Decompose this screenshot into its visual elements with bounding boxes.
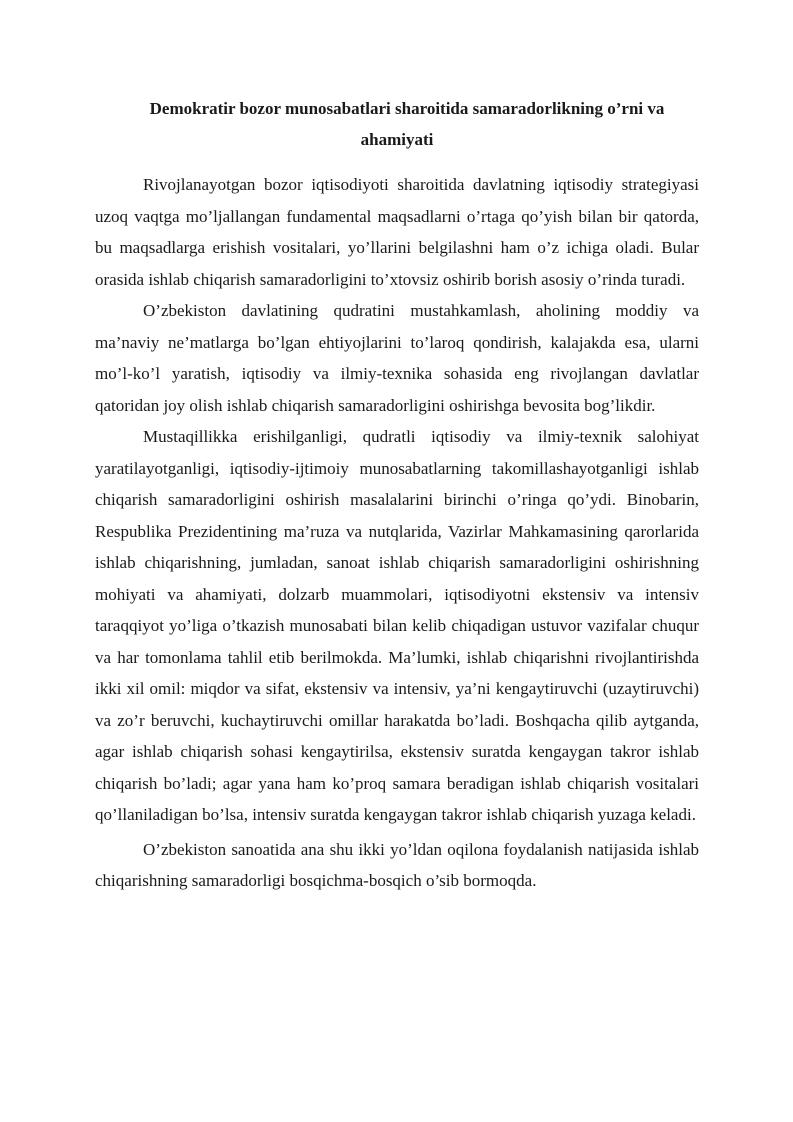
document-title: Demokratir bozor munosabatlari sharoitida samaradorlikning o’rni va ahamiyati — [149, 99, 665, 149]
paragraph-4: O’zbekiston sanoatida ana shu ikki yo’ldan oqilona foydalanish natijasida ishlab chiqarishning samaradorligi bosqichma-bosqich o’sib bormoqda. — [95, 839, 699, 890]
paragraph-2: O’zbekiston davlatining qudratini mustahkamlash, aholining moddiy va ma’naviy ne’matlarga bo’lgan ehtiyojlarini to’laroq qondirish, kalajakda esa, ularni mo’l-ko’l yaratish, iqtisodiy va ilmiy-texnika sohasida eng rivojlangan davlatlar qatoridan joy olish ishlab chiqarish samaradorligini oshirishga bevosita bog’likdir. — [95, 301, 699, 415]
document-page — [95, 93, 699, 897]
paragraph-3: Mustaqillikka erishilganligi, qudratli iqtisodiy va ilmiy-texnik salohiyat yaratilayotganligi, iqtisodiy-ijtimoiy munosabatlarning takomillashayotganligi ishlab chiqarish samaradorligini oshirish masalalarini birinchi o’ringa qo’ydi. Binobarin, Respublika Prezidentining ma’ruza va nutqlarida, Vazirlar Mahkamasining qarorlarida ishlab chiqarishning, jumladan, sanoat ishlab chiqarish samaradorligini oshirishning mohiyati va ahamiyati, dolzarb muammolari, iqtisodiyotni ekstensiv va intensiv taraqqiyot yo’liga o’tkazish munosabati bilan kelib chiqadigan ustuvor vazifalar chuqur va har tomonlama tahlil etib berilmokda. Ma’lumki, ishlab chiqarishni rivojlantirishda ikki xil omil: miqdor va sifat, ekstensiv va intensiv, ya’ni kengaytiruvchi (uzaytiruvchi) va zo’r beruvchi, kuchaytiruvchi omillar harakatda bo’ladi. Boshqacha qilib aytganda, agar ishlab chiqarish sohasi kengaytirilsa, ekstensiv suratda kengaygan takror ishlab chiqarish bo’ladi; agar yana ham ko’proq samara beradigan ishlab chiqarish vositalari qo’llaniladigan bo’lsa, intensiv suratda kengaygan takror ishlab chiqarish yuzaga keladi. — [95, 427, 699, 824]
paragraph-1: Rivojlanayotgan bozor iqtisodiyoti sharoitida davlatning iqtisodiy strategiyasi uzoq vaqtga mo’ljallangan fundamental maqsadlarni o’rtaga qo’yish bilan bir qatorda, bu maqsadlarga erishish vositalari, yo’llarini belgilashni ham o’z ichiga oladi. Bular orasida ishlab chiqarish samaradorligini to’xtovsiz oshirib borish asosiy o’rinda turadi. — [95, 175, 699, 289]
